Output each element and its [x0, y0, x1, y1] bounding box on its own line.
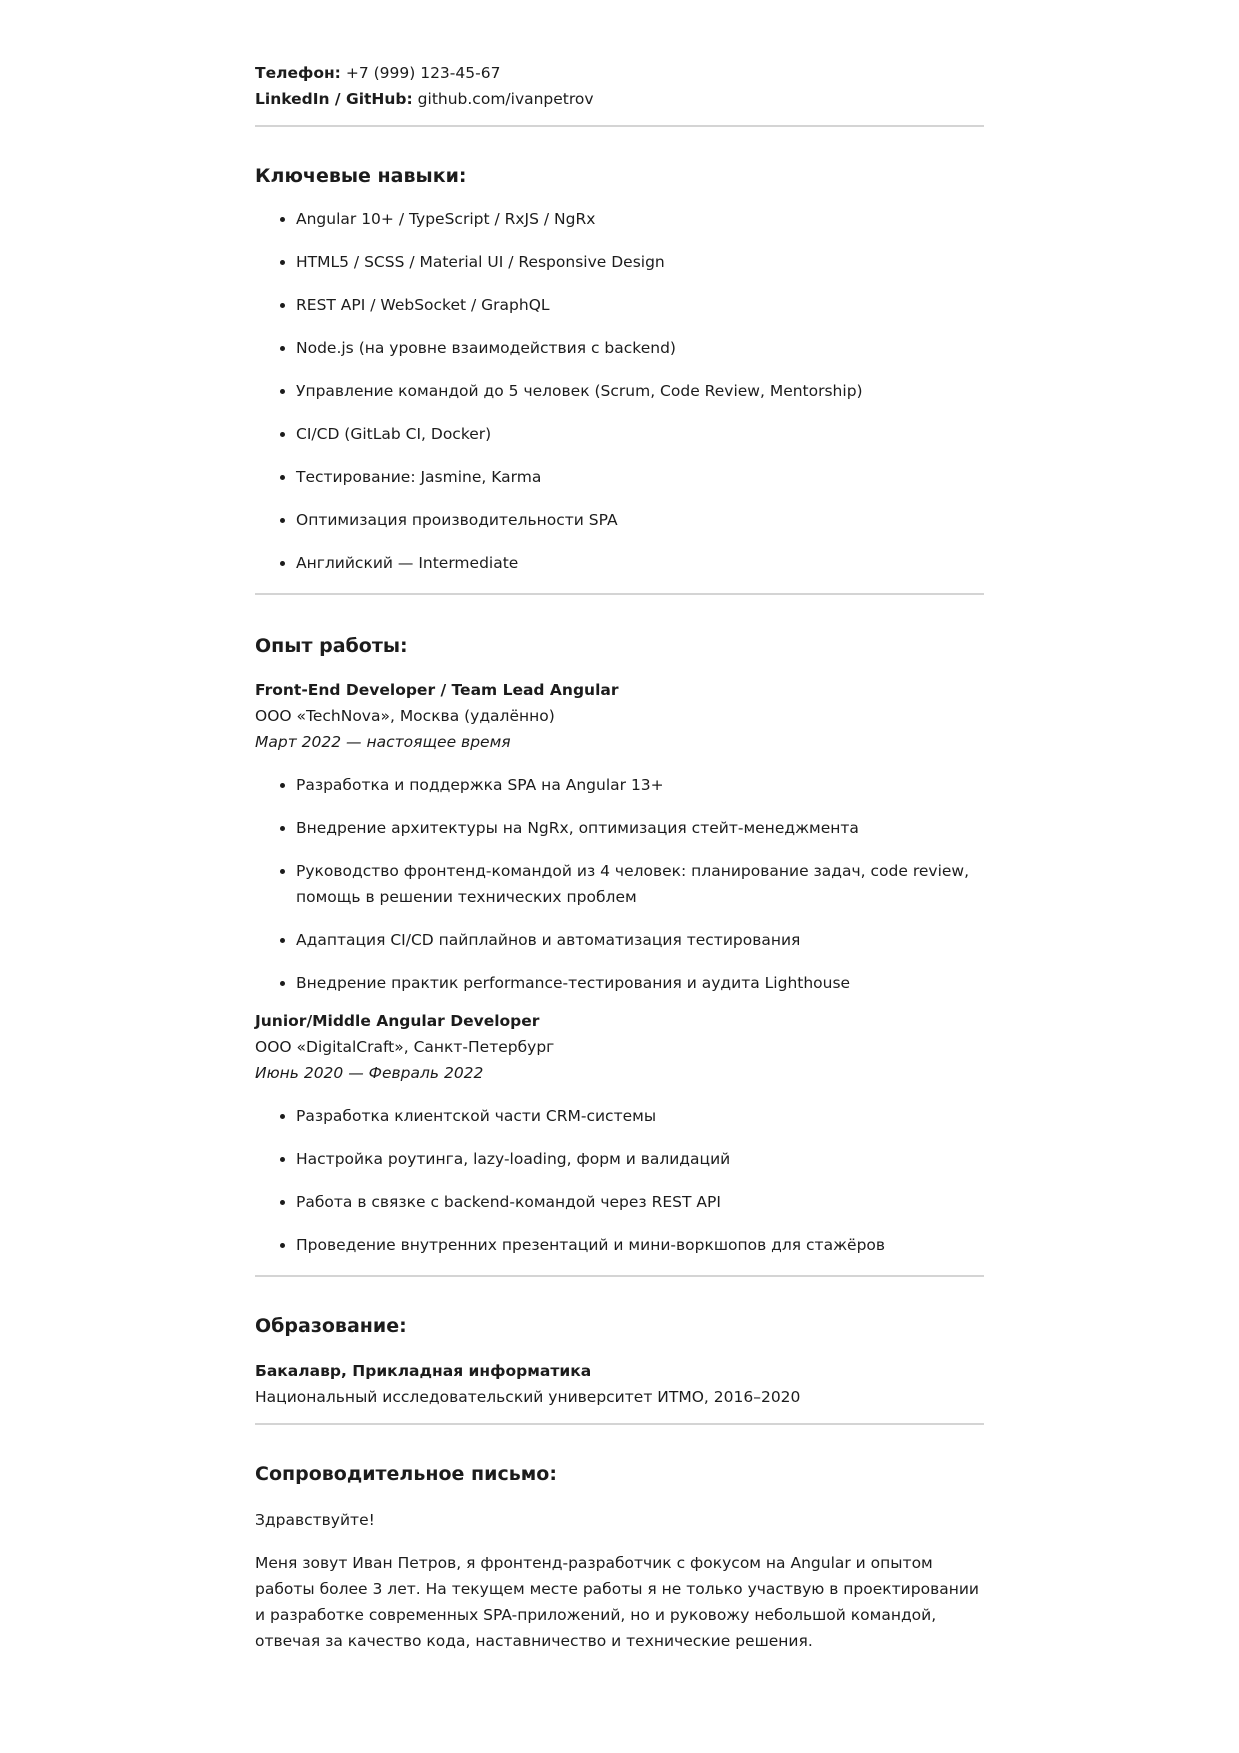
phone-label: Телефон: — [255, 64, 341, 82]
duty-item: • Внедрение архитектуры на NgRx, оптимизация стейт-менеджмента — [296, 815, 984, 841]
skill-item: • CI/CD (GitLab CI, Docker) — [296, 421, 984, 447]
institution: Национальный исследовательский университет ИТМО, 2016–2020 — [255, 1388, 801, 1406]
skill-item: • Английский — Intermediate — [296, 550, 984, 576]
job-duties — [255, 772, 984, 996]
divider — [255, 593, 984, 595]
skill-item: • Тестирование: Jasmine, Karma — [296, 464, 984, 490]
cover-letter-paragraph: Меня зовут Иван Петров, я фронтенд-разработчик с фокусом на Angular и опытом работы более 3 лет. На текущем месте работы я не только участвую в проектировании и разработке современных SPA-приложений, но и руковожу небольшой командой, отвечая за качество кода, наставничество и технические решения. — [255, 1554, 979, 1650]
duty-item: • Адаптация CI/CD пайплайнов и автоматизация тестирования — [296, 927, 984, 953]
skill-item: • Angular 10+ / TypeScript / RxJS / NgRx — [296, 206, 984, 232]
job-company: ООО «DigitalCraft», Санкт-Петербург — [255, 1038, 555, 1056]
skill-item: • Управление командой до 5 человек (Scrum, Code Review, Mentorship) — [296, 378, 984, 404]
job-entry — [255, 1008, 984, 1258]
skill-item: • REST API / WebSocket / GraphQL — [296, 292, 984, 318]
links-line — [255, 86, 984, 112]
job-title: Junior/Middle Angular Developer — [255, 1012, 540, 1030]
cover-letter-greeting: Здравствуйте! — [255, 1511, 375, 1529]
duty-item: • Проведение внутренних презентаций и мини-воркшопов для стажёров — [296, 1232, 984, 1258]
divider — [255, 125, 984, 127]
duty-item: • Работа в связке с backend-командой через REST API — [296, 1189, 984, 1215]
job-company: ООО «TechNova», Москва (удалённо) — [255, 707, 555, 725]
job-entry — [255, 677, 984, 996]
phone-value: +7 (999) 123-45-67 — [345, 64, 501, 82]
job-period: Март 2022 — настоящее время — [255, 733, 511, 751]
duty-item: • Настройка роутинга, lazy-loading, форм и валидаций — [296, 1146, 984, 1172]
skill-item: • Оптимизация производительности SPA — [296, 507, 984, 533]
degree: Бакалавр, Прикладная информатика — [255, 1362, 592, 1380]
job-title: Front-End Developer / Team Lead Angular — [255, 681, 619, 699]
skill-item: • HTML5 / SCSS / Material UI / Responsive Design — [296, 249, 984, 275]
duty-item: • Разработка и поддержка SPA на Angular 13+ — [296, 772, 984, 798]
job-duties — [255, 1103, 984, 1258]
duty-item: • Внедрение практик performance-тестирования и аудита Lighthouse — [296, 970, 984, 996]
education-heading: Образование: — [255, 1315, 407, 1337]
divider — [255, 1423, 984, 1425]
skills-heading: Ключевые навыки: — [255, 165, 467, 187]
experience-heading: Опыт работы: — [255, 635, 408, 657]
resume-document — [255, 60, 984, 1654]
divider — [255, 1275, 984, 1277]
duty-item: • Руководство фронтенд-командой из 4 человек: планирование задач, code review, помощь в решении технических проблем — [296, 858, 984, 910]
skill-item: • Node.js (на уровне взаимодействия с backend) — [296, 335, 984, 361]
skills-list — [255, 206, 984, 576]
cover-letter-heading: Сопроводительное письмо: — [255, 1463, 557, 1485]
links-label: LinkedIn / GitHub: — [255, 90, 413, 108]
phone-line — [255, 60, 984, 86]
job-period: Июнь 2020 — Февраль 2022 — [255, 1064, 484, 1082]
github-link[interactable]: github.com/ivanpetrov — [417, 90, 594, 108]
duty-item: • Разработка клиентской части CRM-системы — [296, 1103, 984, 1129]
